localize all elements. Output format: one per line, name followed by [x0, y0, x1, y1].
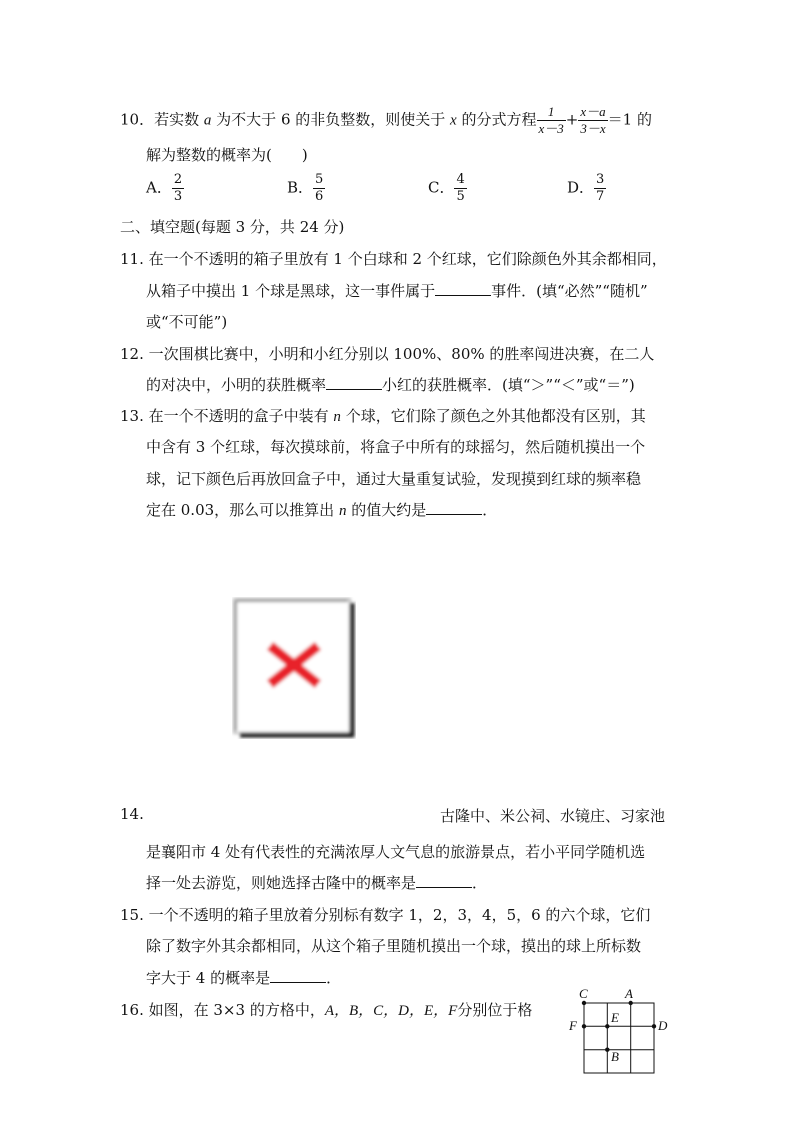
q11-line3: 或“不可能”): [146, 313, 228, 331]
q15-answer-blank[interactable]: [270, 968, 326, 983]
q13-var-n: n: [333, 409, 341, 425]
q15-line3: [146, 967, 341, 988]
q12-answer-blank[interactable]: [326, 375, 382, 390]
point-f: [582, 1024, 586, 1028]
q14-number: 14.: [120, 805, 144, 823]
point-e: [605, 1024, 609, 1028]
q14-line2: 是襄阳市 4 处有代表性的充满浓厚人文气息的旅游景点，若小平同学随机选: [146, 843, 646, 861]
q15-line3a: 字大于 4 的概率是: [146, 969, 271, 987]
q10-option-d[interactable]: [567, 172, 606, 205]
q10-frac1-num: 1: [537, 104, 566, 121]
q14-line3a: 择一处去游览，则她选择古隆中的概率是: [146, 874, 417, 892]
q10-fraction-2: [578, 104, 607, 137]
option-c-den: 5: [456, 189, 465, 204]
q13-line1a: 13. 在一个不透明的盒子中装有: [120, 407, 329, 425]
q13-line1b: 个球，它们除了颜色之外其他都没有区别，其: [345, 407, 646, 425]
q12-line2b: 小红的获胜概率．(填“＞”“＜”或“＝”): [382, 376, 635, 394]
q13-line4b: 的值大约是: [351, 501, 427, 519]
point-a: [629, 1001, 633, 1005]
q11-line1: 11. 在一个不透明的箱子里放有 1 个白球和 2 个红球，它们除颜色外其余都相同，: [120, 250, 667, 268]
q16-letters: A，B，C，D，E，F: [324, 1003, 458, 1019]
label-f: F: [569, 1018, 577, 1033]
option-b-den: 6: [315, 189, 324, 204]
option-c-label: C．: [428, 178, 455, 197]
q16-line1b: 分别位于格: [457, 1001, 533, 1019]
q10-stem-c: 的分式方程: [461, 110, 537, 129]
q14-line3: [146, 872, 487, 893]
point-d: [652, 1024, 656, 1028]
option-c-fraction: [454, 172, 466, 205]
q15-line1: 15. 一个不透明的箱子里放着分别标有数字 1，2，3，4，5，6 的六个球，它们: [120, 906, 651, 924]
label-e: E: [611, 1010, 619, 1025]
q10-number: 10．: [120, 110, 155, 129]
q13-var-n-2: n: [338, 503, 347, 519]
label-a: A: [625, 986, 633, 1001]
option-b-label: B．: [287, 178, 314, 197]
option-b-fraction: [313, 172, 325, 205]
q10-var-x: x: [450, 112, 457, 129]
q11-line2a: 从箱子中摸出 1 个球是黑球，这一事件属于: [146, 282, 436, 300]
q11-answer-blank[interactable]: [435, 281, 491, 296]
q10-stem-a: 若实数: [154, 110, 200, 129]
q10-option-c[interactable]: [428, 172, 467, 205]
option-d-den: 7: [596, 189, 605, 204]
q10-frac2-num: x－a: [580, 104, 606, 119]
option-d-num: 3: [596, 172, 605, 187]
q15-period: ．: [326, 969, 342, 987]
q14-answer-blank[interactable]: [416, 873, 472, 888]
option-b-num: 5: [315, 172, 324, 187]
q10-frac2-den: 3－x: [580, 121, 606, 136]
q13-answer-blank[interactable]: [426, 500, 482, 515]
q10-fraction-1: [537, 104, 566, 137]
q10-eq-tail: ＝1 的: [607, 110, 652, 129]
section-title: 二、填空题(每题 3 分，共 24 分): [120, 218, 345, 236]
option-d-fraction: [594, 172, 606, 205]
q10-option-a[interactable]: [146, 172, 184, 205]
q12-line2a: 的对决中，小明的获胜概率: [146, 376, 327, 394]
q10-line2: 解为整数的概率为( ): [146, 146, 308, 164]
q10-option-b[interactable]: [287, 172, 325, 205]
grid-figure: [568, 985, 678, 1077]
label-d: D: [658, 1018, 668, 1033]
q10-frac1-den: x－3: [538, 121, 564, 136]
q13-line4: [146, 499, 497, 520]
point-c: [582, 1001, 586, 1005]
q16-line1a: 16. 如图，在 3×3 的方格中，: [120, 1001, 325, 1019]
q12-line2: [146, 374, 635, 395]
q13-line2: 中含有 3 个红球，每次摸球前，将盒子中所有的球摇匀，然后随机摸出一个: [146, 438, 646, 456]
q14-period: ．: [472, 874, 488, 892]
q13-period: ．: [482, 501, 498, 519]
option-a-den: 3: [173, 189, 183, 204]
q10-line1: [120, 104, 652, 144]
option-a-fraction: [172, 172, 184, 205]
point-b: [605, 1048, 609, 1052]
q13-line3: 球，记下颜色后再放回盒子中，通过大量重复试验，发现摸到红球的频率稳: [146, 470, 642, 488]
q12-line1: 12. 一次围棋比赛中，小明和小红分别以 100%、80% 的胜率闯进决赛，在二人: [120, 345, 655, 363]
q15-line2: 除了数字外其余都相同，从这个箱子里随机摸出一个球，摸出的球上所标数: [146, 937, 642, 955]
q14-line1-right: 古隆中、米公祠、水镜庄、习家池: [440, 807, 666, 825]
option-a-num: 2: [173, 172, 183, 187]
broken-image-icon: [232, 597, 356, 739]
option-d-label: D．: [567, 178, 595, 197]
q10-var-a: a: [203, 112, 212, 129]
q16-line1: [120, 999, 532, 1020]
q10-plus: +: [565, 110, 579, 129]
q13-line1: [120, 405, 646, 426]
q11-line2: [146, 280, 648, 301]
q13-line4a: 定在 0.03，那么可以推算出: [146, 501, 335, 519]
option-a-label: A．: [146, 178, 172, 197]
label-c: C: [579, 986, 588, 1001]
q11-line2b: 事件．(填“必然”“随机”: [491, 282, 648, 300]
option-c-num: 4: [456, 172, 465, 187]
q10-stem-b: 为不大于 6 的非负整数，则使关于: [216, 110, 446, 129]
label-b: B: [611, 1049, 619, 1064]
